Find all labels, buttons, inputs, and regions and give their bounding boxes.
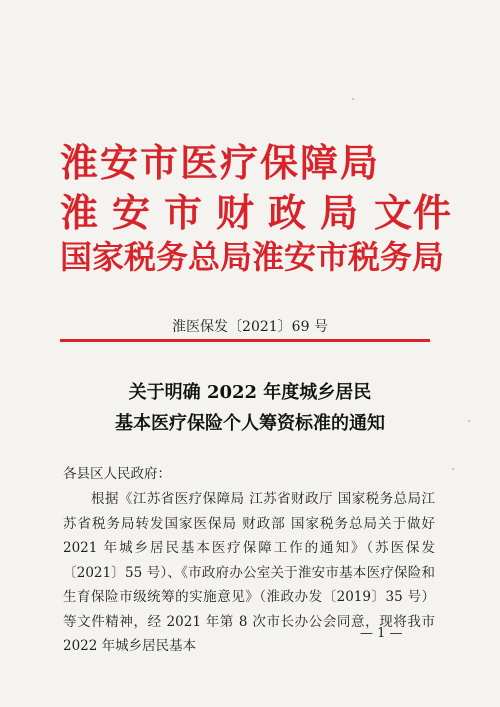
header-finance-bureau-name: 淮安市财政局	[60, 190, 373, 235]
salutation: 各县区人民政府：	[63, 466, 171, 482]
paper-speck	[452, 468, 454, 470]
document-title-line-2: 基本医疗保险个人筹资标准的通知	[115, 413, 385, 434]
document-number: 淮医保发〔2021〕69 号	[172, 319, 328, 335]
header-line-tax-bureau: 国家税务总局淮安市税务局	[60, 238, 445, 276]
page-number: — 1 —	[360, 626, 403, 641]
document-title-line-1: 关于明确 2022 年度城乡居民	[128, 382, 372, 403]
header-line-finance-bureau	[60, 182, 460, 235]
header-line-medical-security-bureau: 淮安市医疗保障局	[60, 140, 381, 185]
body-paragraph: 根据《江苏省医疗保障局 江苏省财政厅 国家税务总局江苏省税务局转发国家医保局 财政部 国家税务总局关于做好 2021 年城乡居民基本医疗保障工作的通知》（苏医保发〔2021〕55 号）、《市政府办公室关于淮安市基本医疗保险和生育保险市级统筹的实施意见》（淮政办发〔2019〕35 号）等文件精神，经 2021 年第 8 次市长办公会同意，现将我市 2022 年城乡居民基本	[63, 491, 435, 654]
red-separator-line	[60, 339, 430, 342]
paper-speck	[468, 420, 470, 422]
header-document-word: 文件	[373, 190, 452, 235]
paper-speck	[352, 98, 354, 100]
